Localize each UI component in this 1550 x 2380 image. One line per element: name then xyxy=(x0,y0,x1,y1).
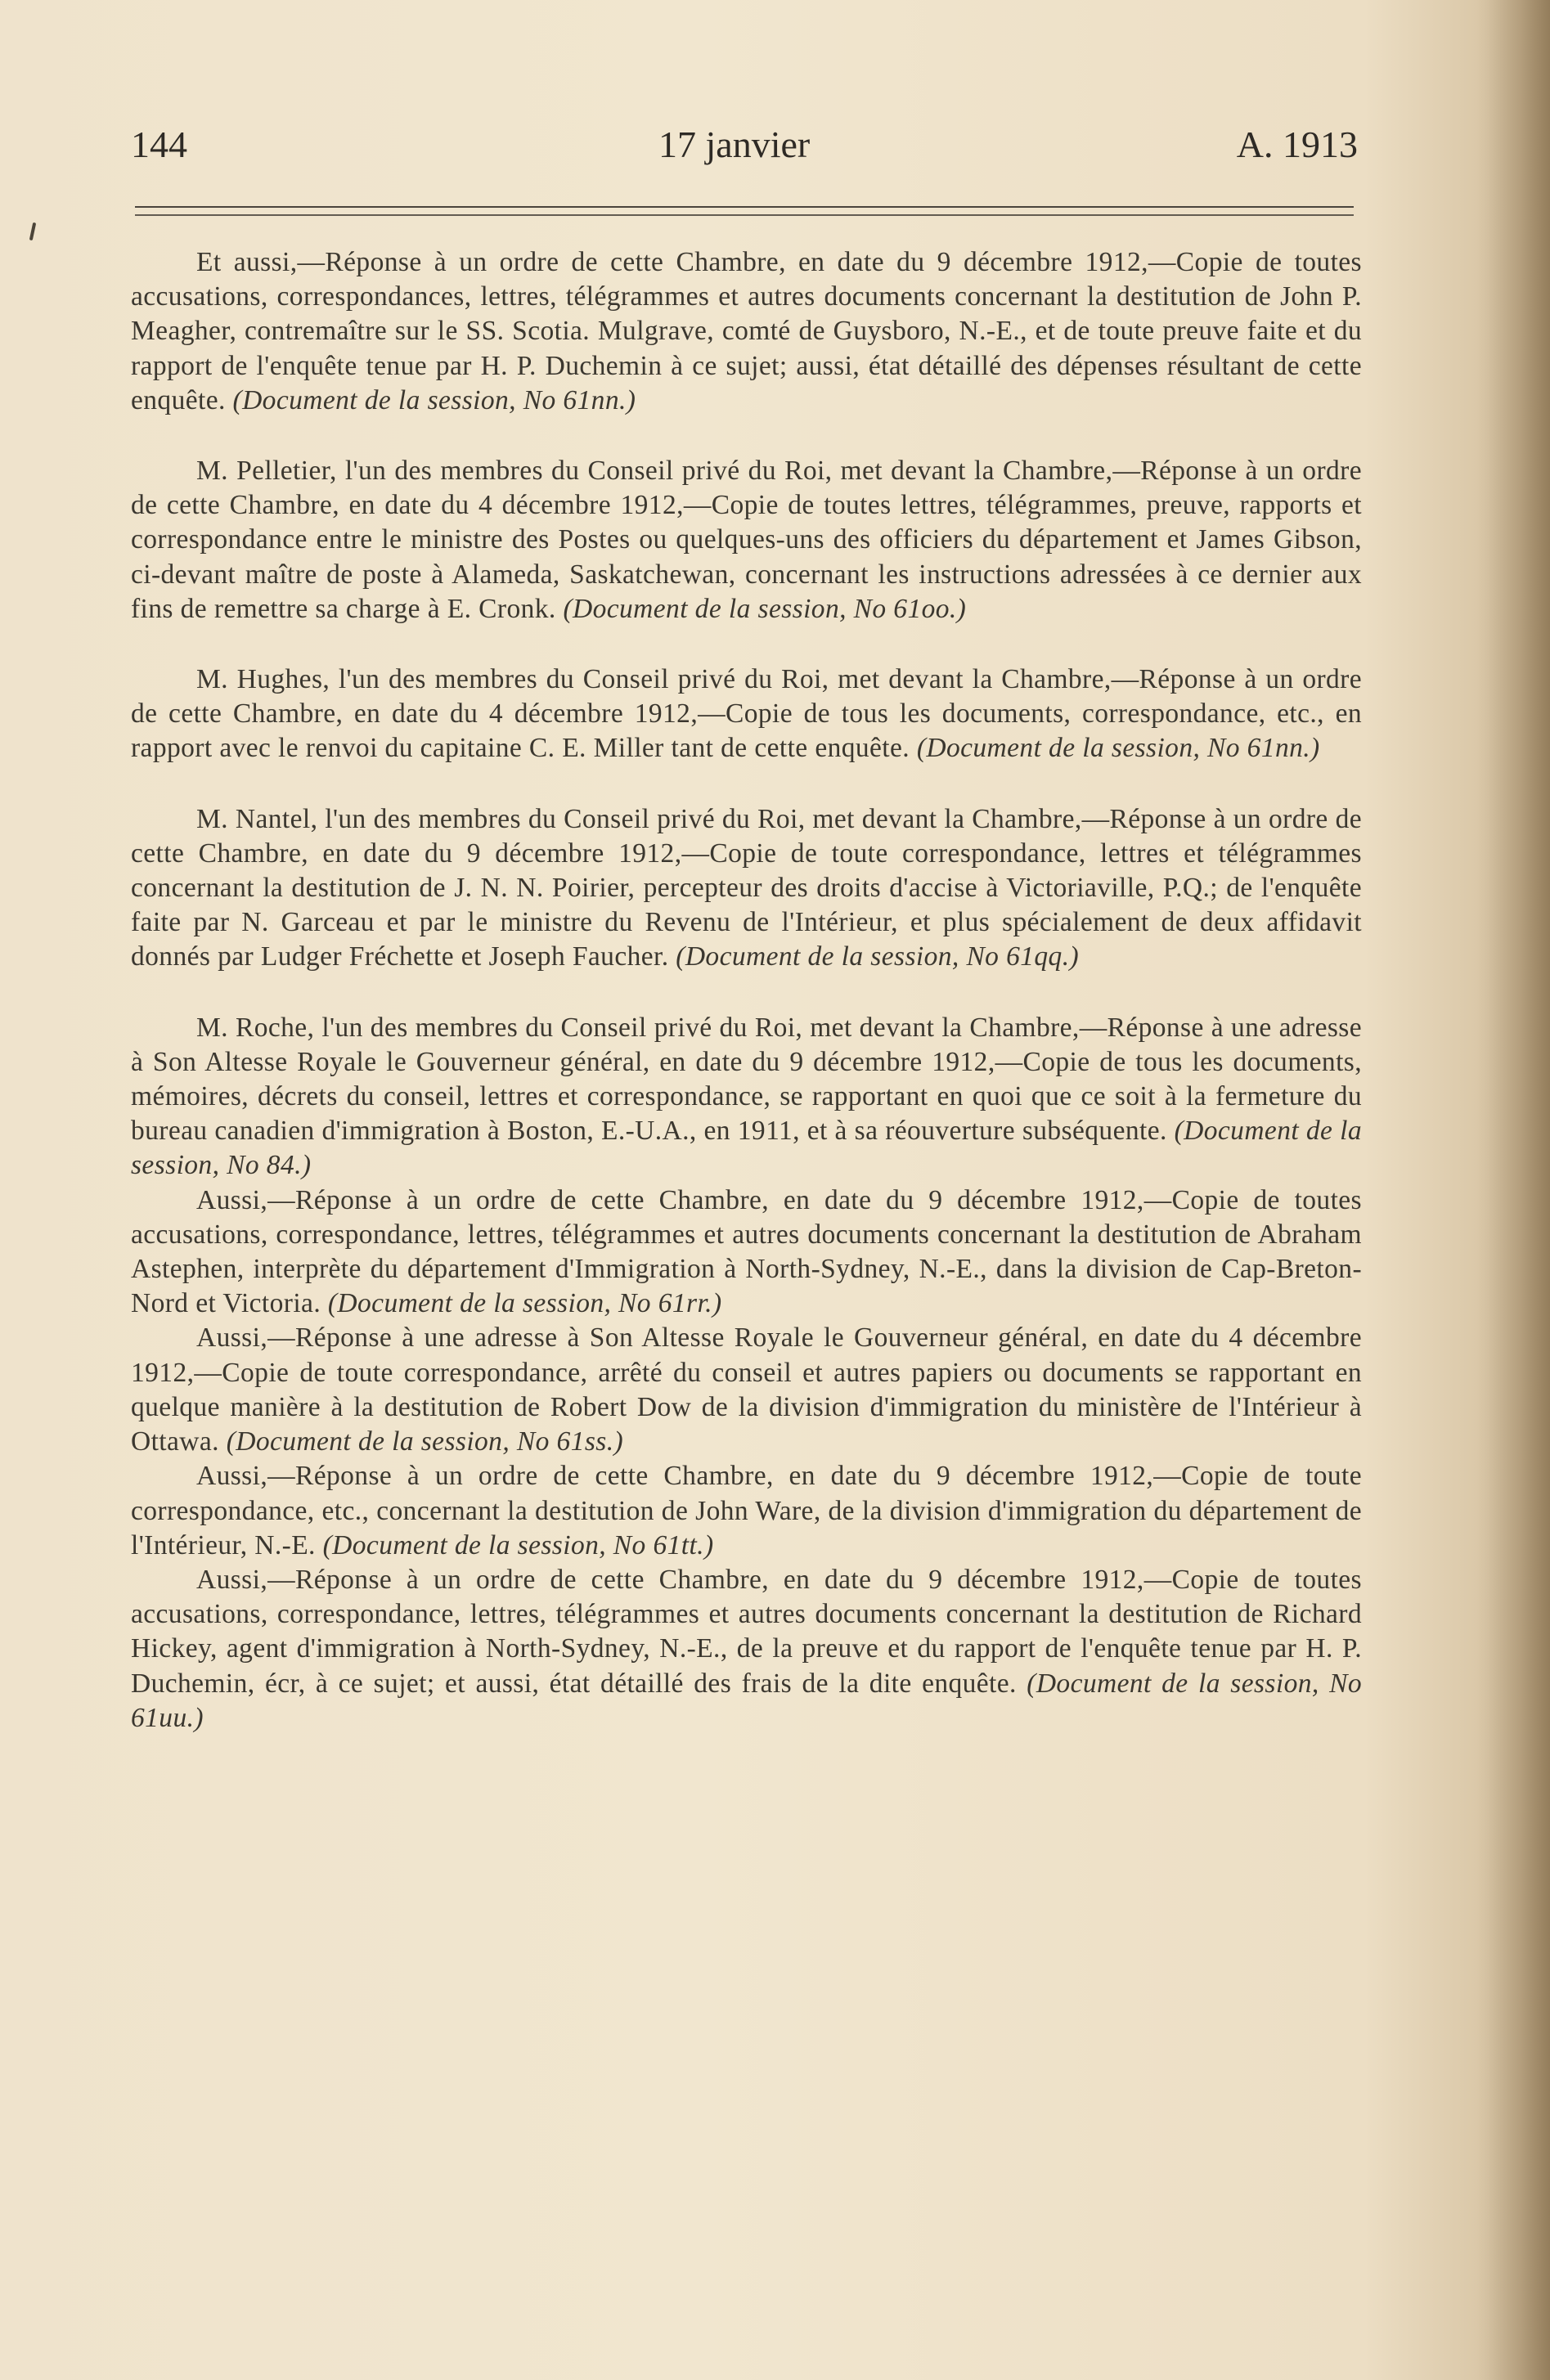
header-rule-top xyxy=(135,206,1354,208)
paragraph-text: Aussi,—Réponse à un ordre de cette Chambre, en date du 9 décembre 1912,—Copie de toutes accusations, correspondance, lettres, télégrammes et autres documents concernant la destitution de Abraham Astephen, interprète du département d'Immigration à North-Sydney, N.-E., dans la division de Cap-Breton-Nord et Victoria. xyxy=(131,1184,1362,1319)
page-edge-shadow xyxy=(1476,0,1550,2380)
margin-mark xyxy=(29,222,36,240)
paragraph-4 xyxy=(131,802,1362,975)
paragraph-text: M. Roche, l'un des membres du Conseil privé du Roi, met devant la Chambre,—Réponse à une adresse à Son Altesse Royale le Gouverneur général, en date du 9 décembre 1912,—Copie de tous les documents, mémoires, décrets du conseil, lettres et correspondance, se rapportant en quoi que ce soit à la fermeture du bureau canadien d'immigration à Boston, E.-U.A., en 1911, et à sa réouverture subséquente. xyxy=(131,1012,1362,1147)
header-year: A. 1913 xyxy=(1236,123,1358,165)
document-reference: (Document de la session, No 61uu.) xyxy=(131,1668,1362,1733)
header-date: 17 janvier xyxy=(658,123,811,165)
header-rule-bottom xyxy=(135,214,1354,216)
page-header xyxy=(131,123,1358,172)
document-reference: (Document de la session, No 61nn.) xyxy=(232,384,636,415)
paragraph-text: Aussi,—Réponse à une adresse à Son Altesse Royale le Gouverneur général, en date du 4 décembre 1912,—Copie de toute correspondance, arrêté du conseil et autres papiers ou documents se rapportant en quelque manière à la destitution de Robert Dow de la division d'immigration du ministère de l'Intérieur à Ottawa. xyxy=(131,1322,1362,1457)
document-reference: (Document de la session, No 61ss.) xyxy=(226,1426,624,1457)
paragraph-text: M. Nantel, l'un des membres du Conseil privé du Roi, met devant la Chambre,—Réponse à un ordre de cette Chambre, en date du 9 décembre 1912,—Copie de toute correspondance, lettres et télégrammes concernant la destitution de J. N. N. Poirier, percepteur des droits d'accise à Victoriaville, P.Q.; de l'enquête faite par N. Garceau et par le ministre du Revenu de l'Intérieur, et plus spécialement de deux affidavit donnés par Ludger Fréchette et Joseph Faucher. xyxy=(131,803,1362,972)
paragraph-3 xyxy=(131,662,1362,766)
document-reference: (Document de la session, No 61nn.) xyxy=(916,733,1320,764)
document-reference: (Document de la session, No 61oo.) xyxy=(563,593,967,624)
paragraph-8 xyxy=(131,1459,1362,1563)
paragraph-2 xyxy=(131,454,1362,626)
document-reference: (Document de la session, No 61tt.) xyxy=(322,1529,714,1560)
paragraph-text: Aussi,—Réponse à un ordre de cette Chambre, en date du 9 décembre 1912,—Copie de toute correspondance, etc., concernant la destitution de John Ware, de la division d'immigration du département de l'Intérieur, N.-E. xyxy=(131,1461,1362,1560)
paragraph-text: M. Pelletier, l'un des membres du Conseil privé du Roi, met devant la Chambre,—Réponse à un ordre de cette Chambre, en date du 4 décembre 1912,—Copie de toutes lettres, télégrammes, preuve, rapports et correspondance entre le ministre des Postes ou quelques-uns des officiers du département et James Gibson, ci-devant maître de poste à Alameda, Saskatchewan, concernant les instructions adressées à ce dernier aux fins de remettre sa charge à E. Cronk. xyxy=(131,456,1362,624)
paragraph-text: Aussi,—Réponse à un ordre de cette Chambre, en date du 9 décembre 1912,—Copie de toutes accusations, correspondance, lettres, télégrammes et autres documents concernant la destitution de Richard Hickey, agent d'immigration à North-Sydney, N.-E., de la preuve et du rapport de l'enquête tenue par H. P. Duchemin, écr, à ce sujet; et aussi, état détaillé des frais de la dite enquête. xyxy=(131,1564,1362,1699)
paragraph-7 xyxy=(131,1321,1362,1459)
paragraph-6 xyxy=(131,1183,1362,1322)
paragraph-text: M. Hughes, l'un des membres du Conseil privé du Roi, met devant la Chambre,—Réponse à un ordre de cette Chambre, en date du 4 décembre 1912,—Copie de tous les documents, correspondance, etc., en rapport avec le renvoi du capitaine C. E. Miller tant de cette enquête. xyxy=(131,664,1362,764)
paragraph-text: Et aussi,—Réponse à un ordre de cette Chambre, en date du 9 décembre 1912,—Copie de toutes accusations, correspondances, lettres, télégrammes et autres documents concernant la destitution de John P. Meagher, contremaître sur le SS. Scotia. Mulgrave, comté de Guysboro, N.-E., et de toute preuve faite et du rapport de l'enquête tenue par H. P. Duchemin à ce sujet; aussi, état détaillé des dépenses résultant de cette enquête. xyxy=(131,247,1362,415)
paragraph-9 xyxy=(131,1563,1362,1736)
document-reference: (Document de la session, No 84.) xyxy=(131,1116,1363,1181)
document-reference: (Document de la session, No 61rr.) xyxy=(327,1288,722,1319)
page-number: 144 xyxy=(131,123,187,165)
document-reference: (Document de la session, No 61qq.) xyxy=(676,941,1080,972)
document-body xyxy=(131,245,1362,1736)
paragraph-1 xyxy=(131,245,1362,418)
paragraph-5 xyxy=(131,1011,1362,1183)
